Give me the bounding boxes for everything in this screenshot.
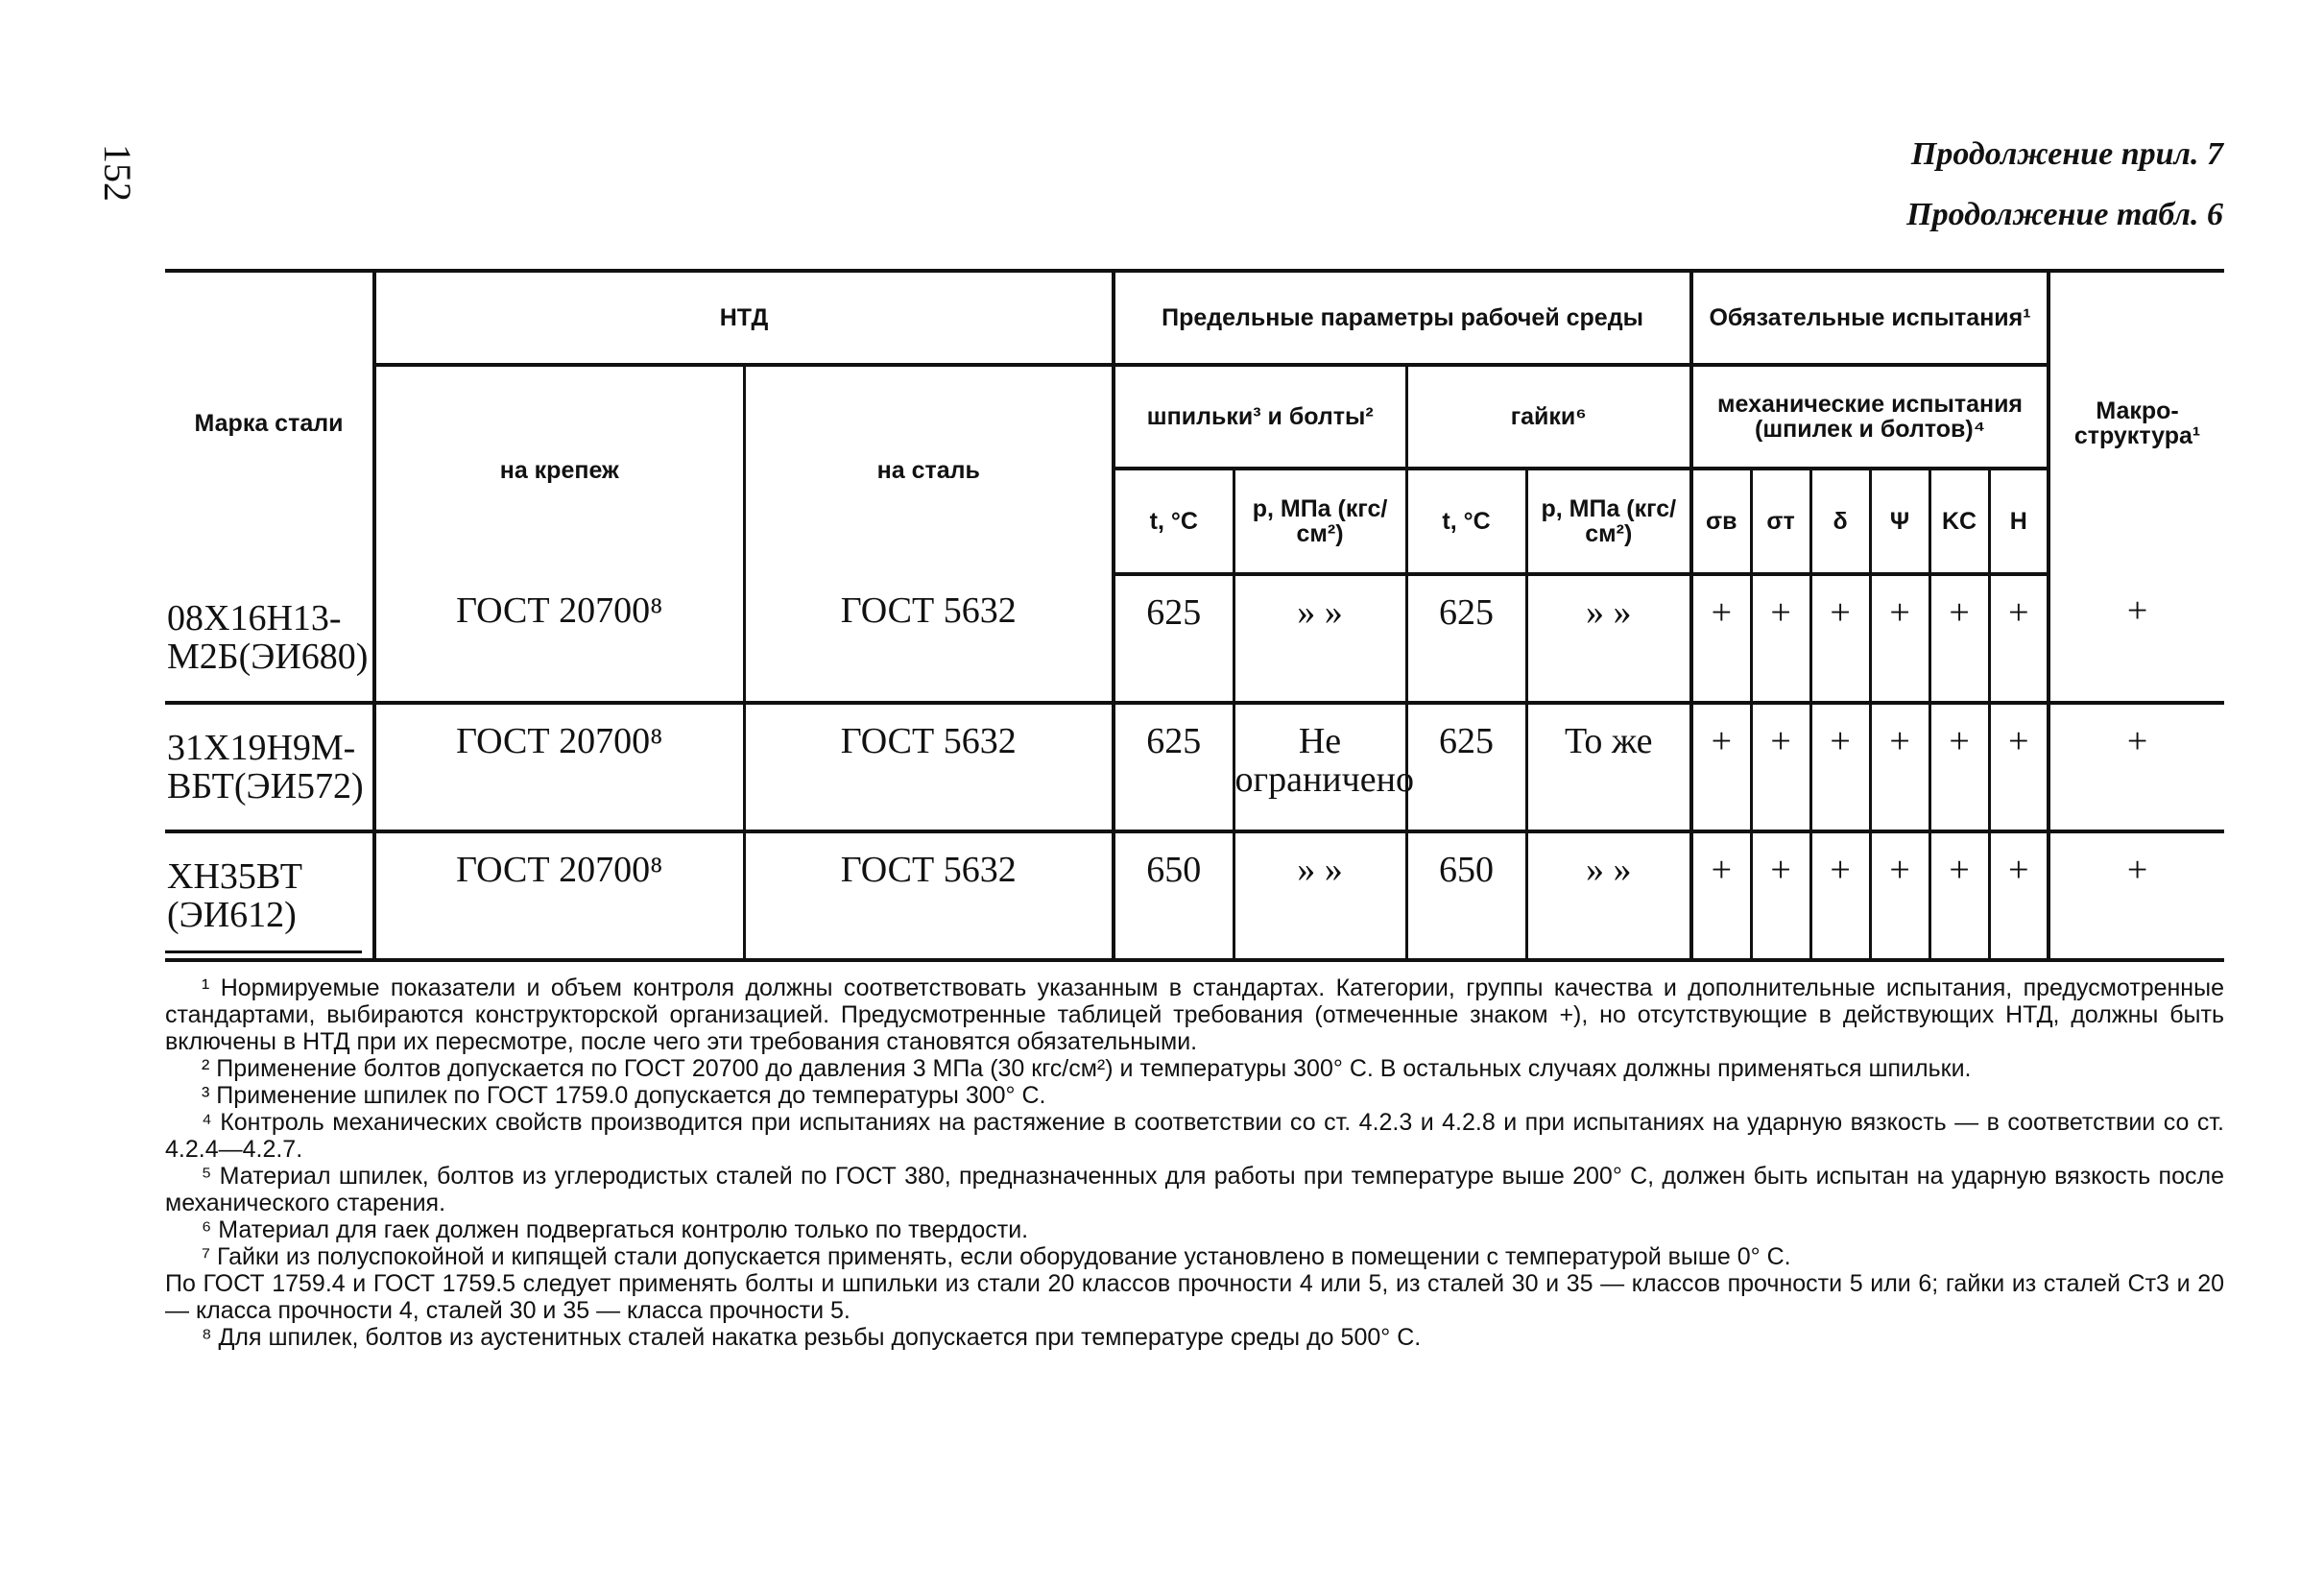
header-delta: δ	[1810, 469, 1870, 574]
header-limit-params: Предельные параметры рабочей среды	[1114, 271, 1691, 365]
footnote-1: ¹ Нормируемые показатели и объем контроля должны соответствовать указанным в стандартах. Категории, группы качества и дополнительные испытания, предусмотренные стандартами, выбираются конструкторской организацией. Предусмотренные таблицей требования (отмеченные знаком +), но отсутствующие в действующих НТД, должны быть включены в НТД при их пересмотре, после чего эти требования становятся обязательными.	[165, 974, 2224, 1055]
cell-test: +	[1751, 703, 1810, 831]
cell-ntd-steel: ГОСТ 5632	[744, 831, 1114, 960]
cell-studs-t: 625	[1114, 703, 1234, 831]
header-studs-p: p, МПа (кгс/см²)	[1234, 469, 1406, 574]
cell-test: +	[1929, 831, 1989, 960]
header-mechanical-tests: механические испытания (шпилек и болтов)⁴	[1691, 365, 2048, 469]
header-steel-grade: Марка стали	[165, 271, 374, 574]
header-kc: KC	[1929, 469, 1989, 574]
header-mandatory-tests: Обязательные испытания¹	[1691, 271, 2048, 365]
cell-studs-p: » »	[1234, 574, 1406, 703]
cell-test: +	[1870, 703, 1929, 831]
footnote-5: ⁵ Материал шпилек, болтов из углеродистых сталей по ГОСТ 380, предназначенных для работы при температуре выше 200° С, должен быть испытан на ударную вязкость после механического старения.	[165, 1163, 2224, 1216]
cell-test: +	[1989, 574, 2048, 703]
cell-test: +	[1691, 831, 1751, 960]
header-h: H	[1989, 469, 2048, 574]
steel-fastener-table	[165, 269, 2224, 962]
page-number: 152	[96, 144, 139, 202]
table-row	[165, 831, 2224, 960]
cell-nuts-t: 650	[1406, 831, 1526, 960]
cell-ntd-fasteners: ГОСТ 20700⁸	[374, 703, 744, 831]
header-psi: Ψ	[1870, 469, 1929, 574]
cell-nuts-t: 625	[1406, 703, 1526, 831]
cell-nuts-p: » »	[1526, 574, 1691, 703]
cell-test: +	[1691, 703, 1751, 831]
cell-macro: +	[2048, 574, 2224, 703]
header-studs-bolts: шпильки³ и болты²	[1114, 365, 1406, 469]
cell-studs-t: 650	[1114, 831, 1234, 960]
cell-test: +	[1691, 574, 1751, 703]
table-row	[165, 703, 2224, 831]
cell-grade: ХН35ВТ (ЭИ612)	[165, 831, 374, 960]
footnote-7-continuation: По ГОСТ 1759.4 и ГОСТ 1759.5 следует применять болты и шпильки из стали 20 классов прочности 4 или 5, из сталей 30 и 35 — классов прочности 5 или 6; гайки из сталей Ст3 и 20 — класса прочности 4, сталей 30 и 35 — класса прочности 5.	[165, 1270, 2224, 1324]
cell-test: +	[1810, 831, 1870, 960]
cell-macro: +	[2048, 831, 2224, 960]
footnote-separator	[165, 950, 362, 953]
cell-ntd-steel: ГОСТ 5632	[744, 574, 1114, 703]
cell-nuts-p: » »	[1526, 831, 1691, 960]
footnote-3: ³ Применение шпилек по ГОСТ 1759.0 допускается до температуры 300° С.	[202, 1082, 1046, 1109]
cell-macro: +	[2048, 703, 2224, 831]
header-macrostructure: Макро-структура¹	[2048, 271, 2224, 574]
footnote-4: ⁴ Контроль механических свойств производится при испытаниях на растяжение в соответствии со ст. 4.2.3 и 4.2.8 и при испытаниях на ударную вязкость — в соответствии со ст. 4.2.4—4.2.7.	[165, 1109, 2224, 1163]
cell-studs-t: 625	[1114, 574, 1234, 703]
continuation-table: Продолжение табл. 6	[1906, 197, 2223, 232]
cell-test: +	[1989, 703, 2048, 831]
header-studs-t: t, °C	[1114, 469, 1234, 574]
footnote-6: ⁶ Материал для гаек должен подвергаться контролю только по твердости.	[202, 1216, 1029, 1243]
cell-test: +	[1751, 574, 1810, 703]
cell-grade: 31Х19Н9М-ВБТ(ЭИ572)	[165, 703, 374, 831]
cell-test: +	[1929, 574, 1989, 703]
cell-test: +	[1929, 703, 1989, 831]
cell-ntd-fasteners: ГОСТ 20700⁸	[374, 831, 744, 960]
header-nuts-p: p, МПа (кгс/см²)	[1526, 469, 1691, 574]
footnote-8: ⁸ Для шпилек, болтов из аустенитных сталей накатка резьбы допускается при температуре среды до 500° С.	[202, 1324, 1422, 1351]
cell-test: +	[1870, 574, 1929, 703]
cell-test: +	[1751, 831, 1810, 960]
cell-studs-p: Не ограничено	[1234, 703, 1406, 831]
cell-ntd-fasteners: ГОСТ 20700⁸	[374, 574, 744, 703]
cell-studs-p: » »	[1234, 831, 1406, 960]
cell-test: +	[1810, 703, 1870, 831]
header-nuts: гайки⁶	[1406, 365, 1691, 469]
cell-nuts-t: 625	[1406, 574, 1526, 703]
header-ntd-fasteners: на крепеж	[374, 365, 744, 574]
table-row	[165, 574, 2224, 703]
footnotes	[165, 974, 2224, 1351]
cell-test: +	[1989, 831, 2048, 960]
continuation-appendix: Продолжение прил. 7	[1910, 136, 2223, 172]
header-sigma-b: σв	[1691, 469, 1751, 574]
cell-test: +	[1870, 831, 1929, 960]
cell-nuts-p: То же	[1526, 703, 1691, 831]
footnote-7: ⁷ Гайки из полуспокойной и кипящей стали допускается применять, если оборудование установлено в помещении с температурой выше 0° С.	[202, 1243, 1791, 1270]
cell-grade: 08Х16Н13-М2Б(ЭИ680)	[165, 574, 374, 703]
header-ntd: НТД	[374, 271, 1114, 365]
header-ntd-steel: на сталь	[744, 365, 1114, 574]
cell-test: +	[1810, 574, 1870, 703]
footnote-2: ² Применение болтов допускается по ГОСТ 20700 до давления 3 МПа (30 кгс/см²) и температуры 300° С. В остальных случаях должны применяться шпильки.	[202, 1055, 1972, 1082]
header-sigma-t: σт	[1751, 469, 1810, 574]
header-nuts-t: t, °C	[1406, 469, 1526, 574]
cell-ntd-steel: ГОСТ 5632	[744, 703, 1114, 831]
